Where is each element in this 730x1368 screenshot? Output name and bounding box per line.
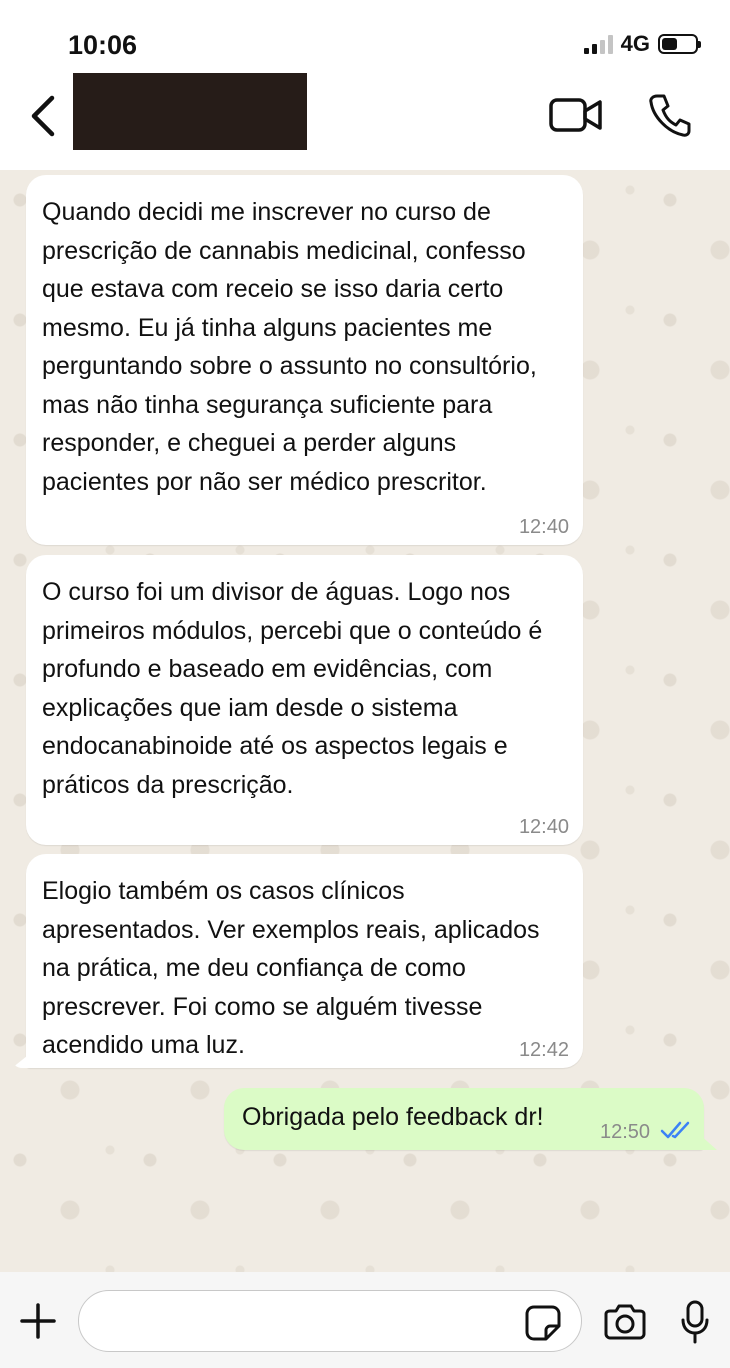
message-time: 12:40: [518, 516, 569, 538]
video-camera-icon: [548, 95, 604, 135]
message-time: 12:50: [600, 1121, 651, 1143]
message-text: Obrigada pelo feedback dr!: [242, 1103, 544, 1131]
chat-header: [0, 70, 730, 170]
camera-icon: [602, 1304, 648, 1340]
voice-call-button[interactable]: [648, 92, 692, 138]
microphone-button[interactable]: [680, 1300, 710, 1344]
double-check-icon: [660, 1119, 692, 1141]
network-type: 4G: [620, 31, 650, 56]
signal-icon: [584, 34, 613, 54]
plus-icon: [20, 1303, 56, 1339]
microphone-icon: [680, 1300, 710, 1344]
camera-button[interactable]: [602, 1304, 648, 1340]
message-text: O curso foi um divisor de águas. Logo nos primeiros módulos, percebi que o conteúdo é profundo e baseado em evidências, com explicações que iam desde o sistema endocanabinoide até os aspectos legais e práticos da prescrição.: [42, 578, 543, 799]
input-bar: [0, 1272, 730, 1368]
sticker-icon: [524, 1304, 562, 1342]
status-time: 10:06: [68, 30, 138, 60]
incoming-message[interactable]: [26, 555, 583, 845]
incoming-message[interactable]: [26, 854, 583, 1068]
back-button[interactable]: [24, 92, 64, 140]
message-text: Quando decidi me inscrever no curso de prescrição de cannabis medicinal, confesso que estava com receio se isso daria certo mesmo. Eu já tinha alguns pacientes me perguntando sobre o assunto no consultório, mas não tinha segurança suficiente para responder, e cheguei a perder alguns pacientes por não ser médico prescritor.: [42, 198, 537, 496]
battery-icon: [658, 34, 698, 54]
status-bar: [0, 0, 730, 70]
message-time: 12:40: [518, 816, 569, 838]
chat-area[interactable]: [0, 170, 730, 1272]
incoming-message[interactable]: [26, 175, 583, 545]
message-text: Elogio também os casos clínicos apresentados. Ver exemplos reais, aplicados na prática, me deu confiança de como prescrever. Foi como se alguém tivesse acendido uma luz.: [42, 877, 540, 1059]
outgoing-message[interactable]: [224, 1088, 704, 1150]
status-indicators: [584, 31, 698, 57]
attach-button[interactable]: [20, 1303, 56, 1339]
contact-name-redacted[interactable]: [73, 73, 307, 150]
phone-icon: [648, 92, 692, 138]
message-time: 12:42: [518, 1039, 569, 1061]
message-input[interactable]: [78, 1290, 582, 1352]
chevron-left-icon: [24, 92, 64, 140]
video-call-button[interactable]: [548, 95, 604, 135]
sticker-button[interactable]: [524, 1304, 562, 1342]
